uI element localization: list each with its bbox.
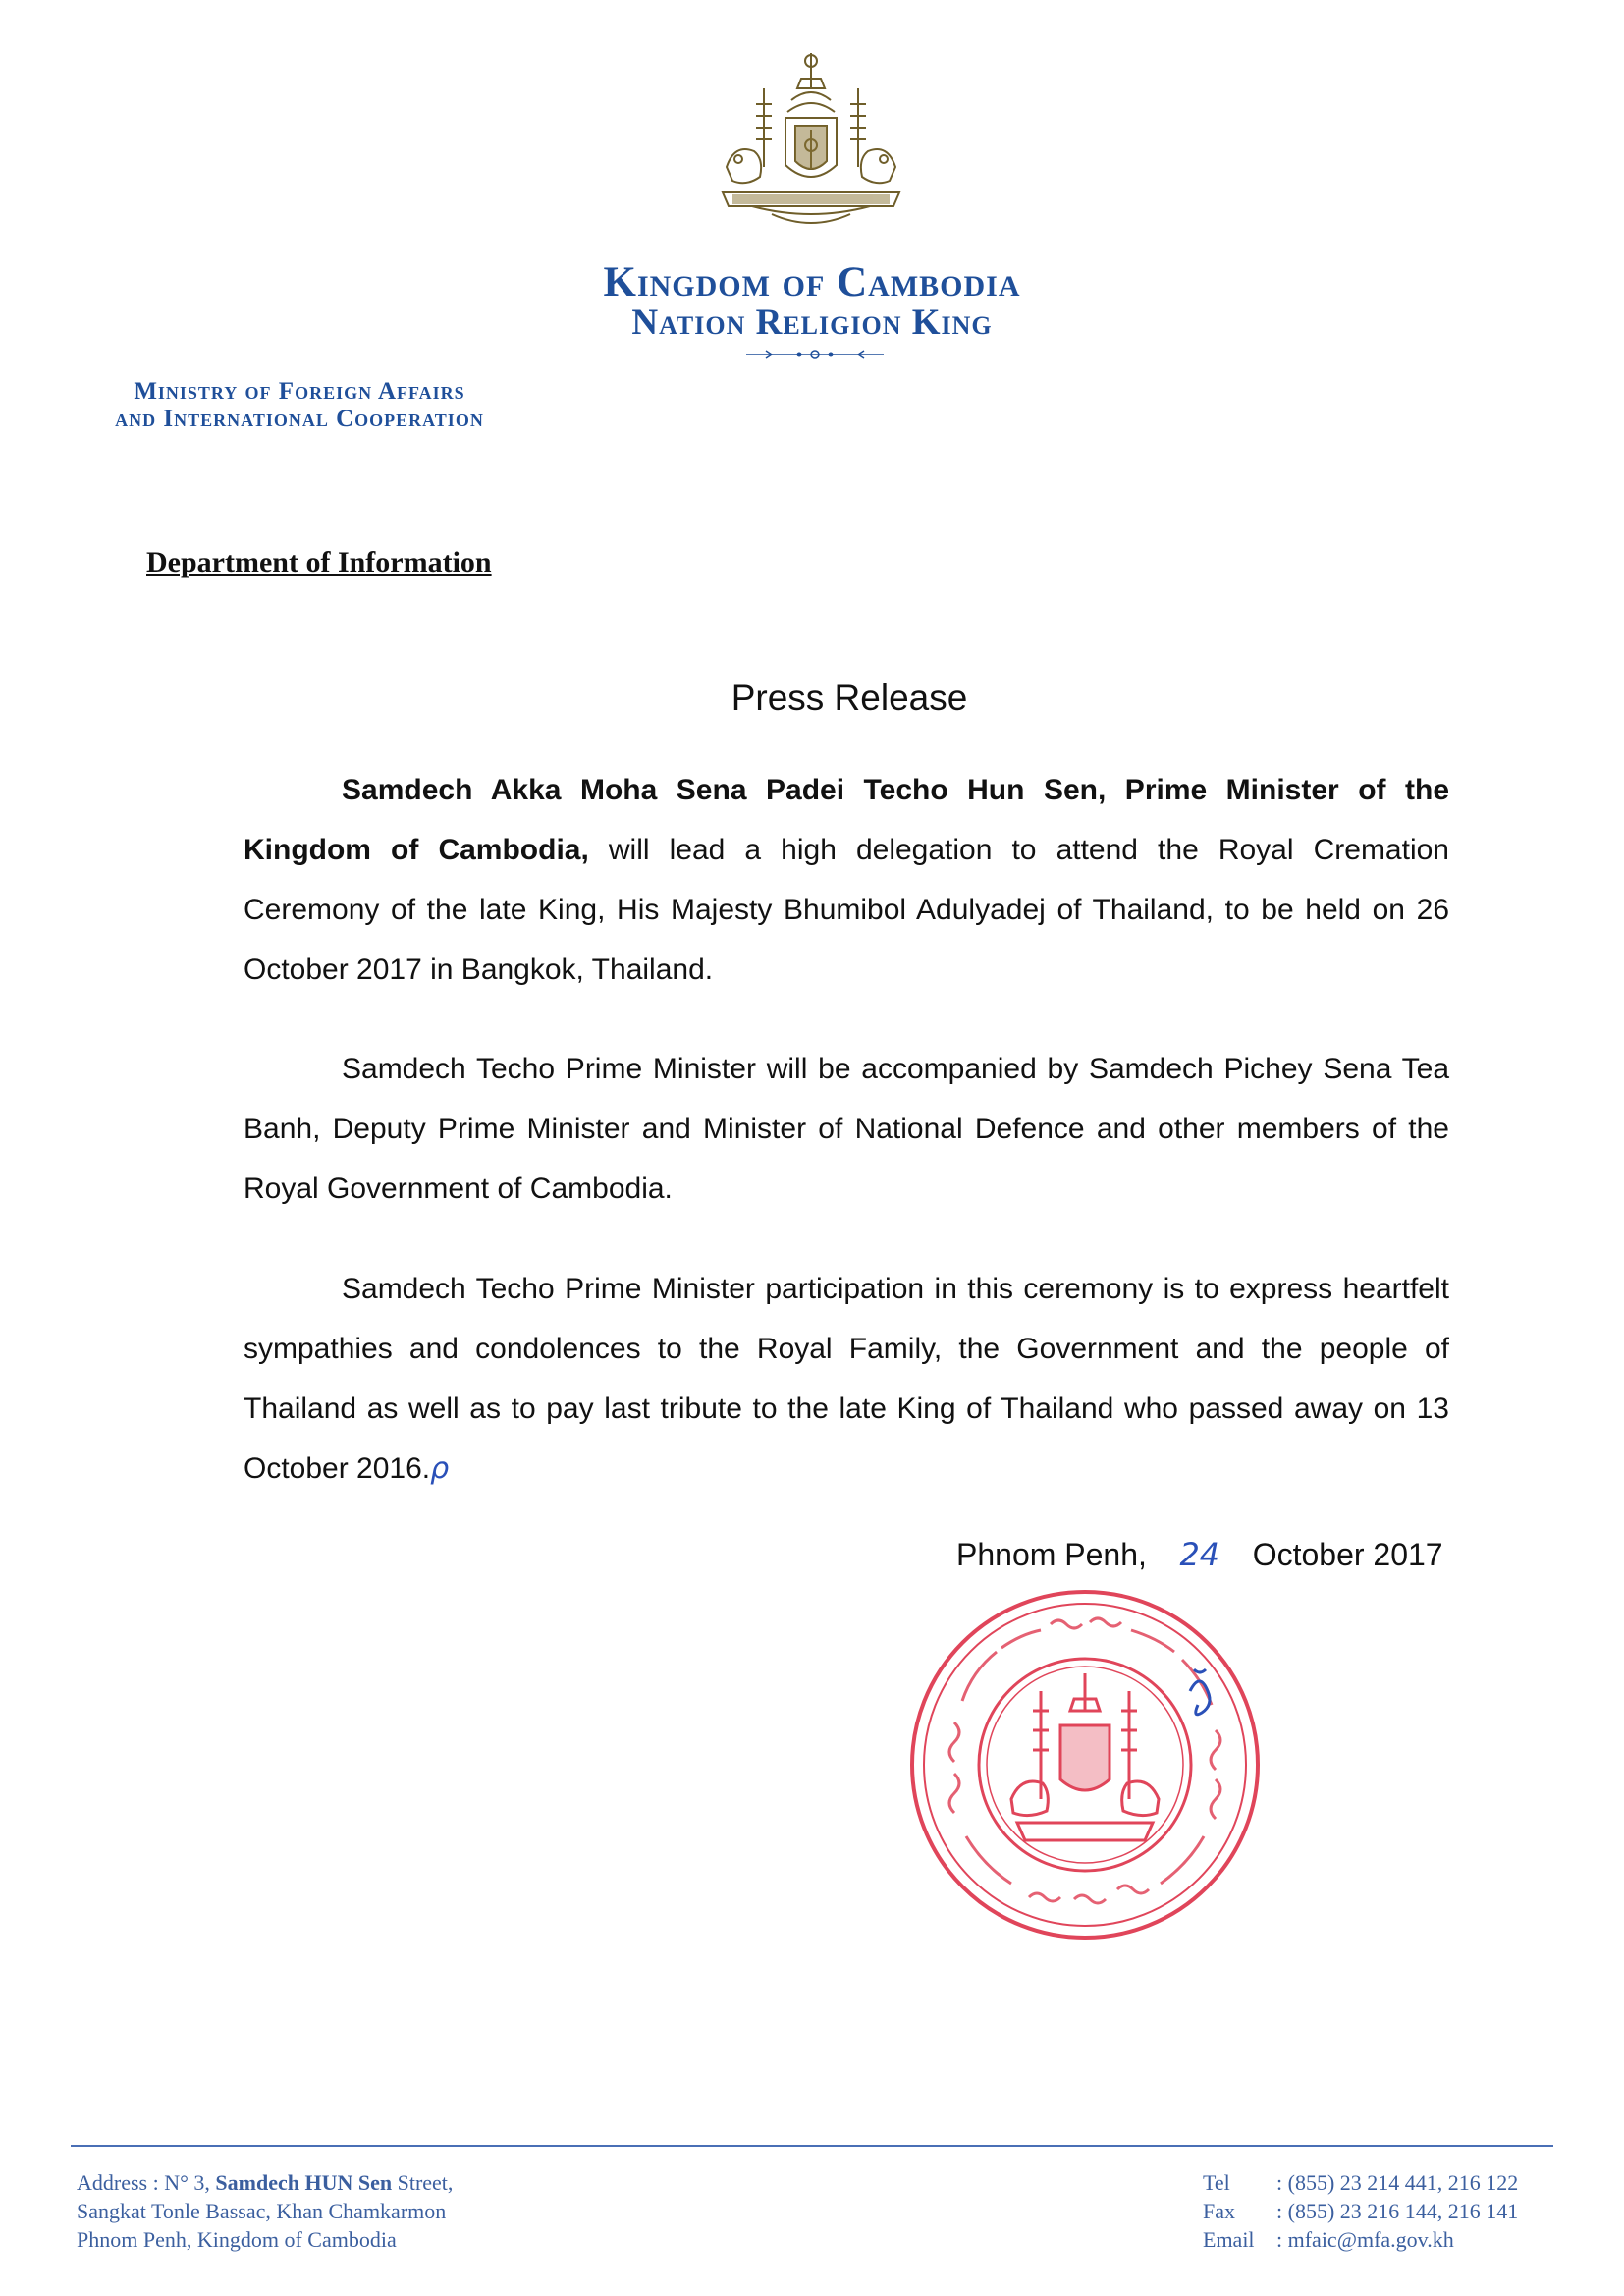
document-title: Press Release	[731, 678, 968, 718]
ministry-name-line2: and International Cooperation	[115, 406, 484, 432]
address-line3: Phnom Penh, Kingdom of Cambodia	[77, 2227, 397, 2252]
footer-divider	[71, 2145, 1553, 2147]
address-label: Address : N° 3,	[77, 2170, 216, 2195]
paragraph-3	[244, 1259, 1449, 1499]
paragraph-2: Samdech Techo Prime Minister will be accompanied by Samdech Pichey Sena Tea Banh, Deputy Prime Minister and Minister of National Defence and other members of the Royal Government of Cambodia.	[244, 1053, 1449, 1205]
fax-label: Fax	[1203, 2199, 1235, 2223]
paragraph-1-bold: Samdech Akka Moha Sena Padei Techo Hun Sen, Prime Minister of the Kingdom of Cambodia,	[244, 774, 1449, 866]
official-ministry-seal-icon	[903, 1583, 1267, 1946]
paragraph-1	[244, 760, 1449, 1000]
address-line1	[77, 2168, 453, 2197]
email-label: Email	[1203, 2227, 1255, 2252]
paragraph-1-text: will lead a high delegation to attend the Royal Cremation Ceremony of the late King, His Majesty Bhumibol Adulyadej of Thailand, to be held on 26 October 2017 in Bangkok, Thailand.	[244, 834, 1449, 986]
tel-label: Tel	[1203, 2170, 1230, 2195]
ministry-name-line1: Ministry of Foreign Affairs	[134, 378, 465, 405]
footer-contact	[1203, 2168, 1518, 2254]
dateline-month-year: October 2017	[1252, 1537, 1443, 1572]
paragraph-3-text: Samdech Techo Prime Minister participation in this ceremony is to express heartfelt sympathies and condolences to the Royal Family, the Government and the people of Thailand as well as to pay last tribute to the late King of Thailand who passed away on 13 October 2016.	[244, 1273, 1449, 1485]
department-heading: Department of Information	[146, 546, 492, 578]
royal-coat-of-arms-icon	[713, 49, 909, 236]
tel-value: : (855) 23 214 441, 216 122	[1276, 2170, 1519, 2195]
contact-email	[1203, 2225, 1518, 2254]
dateline-place: Phnom Penh,	[956, 1537, 1147, 1572]
email-value[interactable]: : mfaic@mfa.gov.kh	[1276, 2227, 1454, 2252]
handwritten-initial: ρ	[430, 1451, 450, 1486]
dateline-day-handwritten: 24	[1179, 1536, 1220, 1573]
kingdom-heading: Kingdom of Cambodia	[603, 259, 1021, 305]
address-street-suffix: Street,	[392, 2170, 454, 2195]
motto-heading: Nation Religion King	[631, 302, 993, 343]
contact-fax	[1203, 2197, 1518, 2225]
fax-value: : (855) 23 216 144, 216 141	[1276, 2199, 1519, 2223]
ornament-divider-icon	[746, 348, 884, 361]
dateline	[956, 1536, 1443, 1573]
address-street-name: Samdech HUN Sen	[215, 2170, 393, 2195]
address-line2: Sangkat Tonle Bassac, Khan Chamkarmon	[77, 2199, 447, 2223]
contact-tel	[1203, 2168, 1518, 2197]
footer-address	[77, 2168, 453, 2254]
